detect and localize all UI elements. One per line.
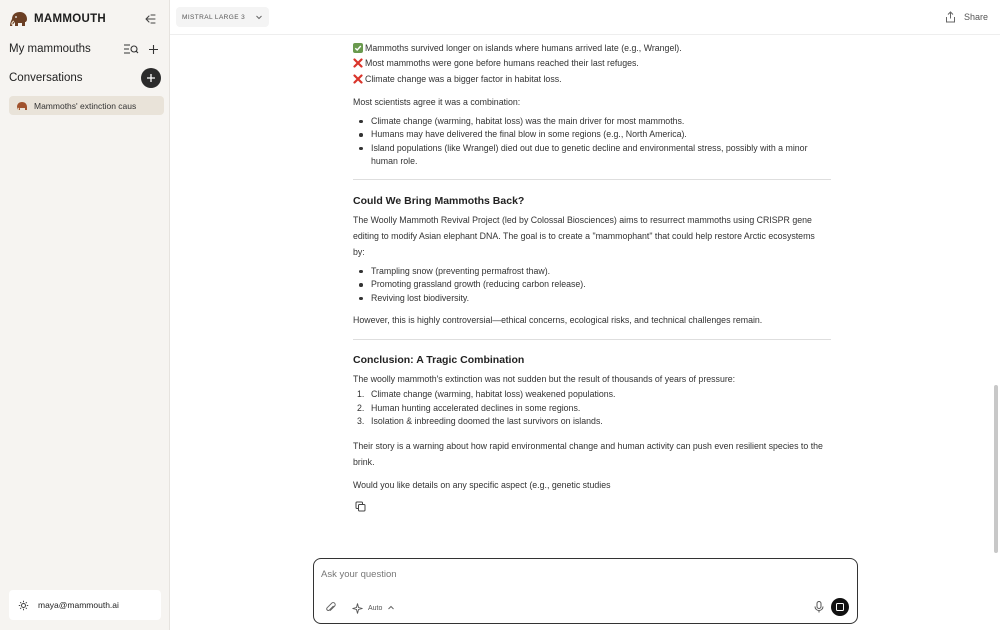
verdict-item	[353, 71, 833, 87]
brand-name: MAMMOUTH	[34, 13, 107, 25]
mammoth-emoji-icon	[16, 101, 28, 111]
verdict-text: Most mammoths were gone before humans reached their last refuges.	[365, 58, 639, 69]
list-item: Climate change (warming, habitat loss) was the main driver for most mammoths.	[353, 115, 833, 129]
user-email: maya@mammouth.ai	[38, 600, 119, 610]
divider	[353, 339, 831, 340]
scrollbar-thumb[interactable]	[994, 385, 998, 553]
verdict-text: Climate change was a bigger factor in habitat loss.	[365, 73, 562, 84]
conversation-item[interactable]	[9, 96, 164, 115]
list-item: Island populations (like Wrangel) died out due to genetic decline and environmental stress, possibly with a minor human role.	[353, 142, 833, 169]
model-name: MISTRAL LARGE 3	[182, 13, 246, 21]
consensus-intro: Most scientists agree it was a combination:	[353, 96, 521, 107]
verdict-text: Mammoths survived longer on islands where humans arrived late (e.g., Wrangel).	[365, 42, 682, 53]
model-selector[interactable]	[176, 7, 269, 27]
user-account-button[interactable]	[9, 590, 161, 620]
list-item: Reviving lost biodiversity.	[353, 292, 833, 306]
sparkle-icon	[352, 603, 363, 614]
microphone-icon[interactable]	[814, 601, 824, 613]
share-icon	[945, 11, 956, 23]
list-item: 2. Human hunting accelerated declines in some regions.	[357, 402, 581, 413]
collapse-sidebar-icon[interactable]	[143, 12, 157, 26]
chevron-up-icon	[387, 604, 395, 612]
sidebar	[0, 0, 170, 630]
list-item: Humans may have delivered the final blow in some regions (e.g., North America).	[353, 128, 833, 142]
bullet-list	[353, 265, 833, 306]
numbered-list	[353, 388, 833, 429]
assistant-message	[353, 40, 833, 514]
paragraph: The woolly mammoth's extinction was not sudden but the result of thousands of years of pressure:	[353, 374, 736, 384]
list-item: Promoting grassland growth (reducing carbon release).	[353, 278, 833, 292]
share-button[interactable]	[945, 11, 988, 23]
section-heading: Conclusion: A Tragic Combination	[353, 354, 525, 366]
search-list-icon[interactable]	[123, 42, 139, 56]
paragraph: The Woolly Mammoth Revival Project (led by Colossal Biosciences) aims to resurrect mammoths using CRISPR gene editing to modify Asian elephant DNA. The goal is to create a "mammophant" that could help restore Arctic ecosystems by:	[353, 214, 815, 257]
my-mammouths-row	[9, 42, 161, 56]
cross-mark-icon	[353, 74, 363, 84]
chevron-down-icon	[255, 13, 263, 21]
stop-generation-button[interactable]	[831, 598, 849, 616]
stop-icon	[836, 603, 844, 611]
paragraph: Their story is a warning about how rapid environmental change and human activity can push even resilient species to the brink.	[353, 440, 823, 467]
paragraph: Would you like details on any specific aspect (e.g., genetic studies	[353, 479, 611, 490]
mammoth-logo-icon	[9, 10, 29, 28]
check-mark-icon	[353, 43, 363, 53]
list-item: 3. Isolation & inbreeding doomed the last survivors on islands.	[357, 416, 603, 426]
question-input[interactable]	[321, 569, 821, 580]
logo[interactable]	[9, 10, 106, 28]
paperclip-icon[interactable]	[325, 602, 337, 614]
verdict-item	[353, 40, 833, 56]
list-item: Trampling snow (preventing permafrost thaw).	[353, 265, 833, 279]
top-bar	[170, 0, 1000, 35]
conversation-title: Mammoths' extinction caus	[34, 100, 137, 111]
verdict-item	[353, 56, 833, 72]
paragraph: However, this is highly controversial—ethical concerns, ecological risks, and technical challenges remain.	[353, 315, 763, 325]
divider	[353, 179, 831, 180]
conversations-row	[9, 68, 161, 88]
plus-icon	[146, 73, 156, 83]
list-item: 1. Climate change (warming, habitat loss) weakened populations.	[357, 389, 616, 399]
section-heading: Could We Bring Mammoths Back?	[353, 194, 525, 207]
share-label: Share	[963, 12, 988, 22]
gear-icon	[18, 600, 29, 611]
new-conversation-button[interactable]	[141, 68, 161, 88]
composer	[313, 558, 858, 624]
auto-mode-label: Auto	[368, 604, 383, 612]
add-mammouth-icon[interactable]	[145, 42, 161, 56]
copy-icon[interactable]	[355, 501, 366, 514]
conversations-label: Conversations	[9, 72, 83, 84]
consensus-list	[353, 115, 833, 169]
cross-mark-icon	[353, 58, 363, 68]
my-mammouths-label[interactable]: My mammouths	[9, 43, 91, 55]
auto-mode-button[interactable]	[348, 599, 399, 617]
